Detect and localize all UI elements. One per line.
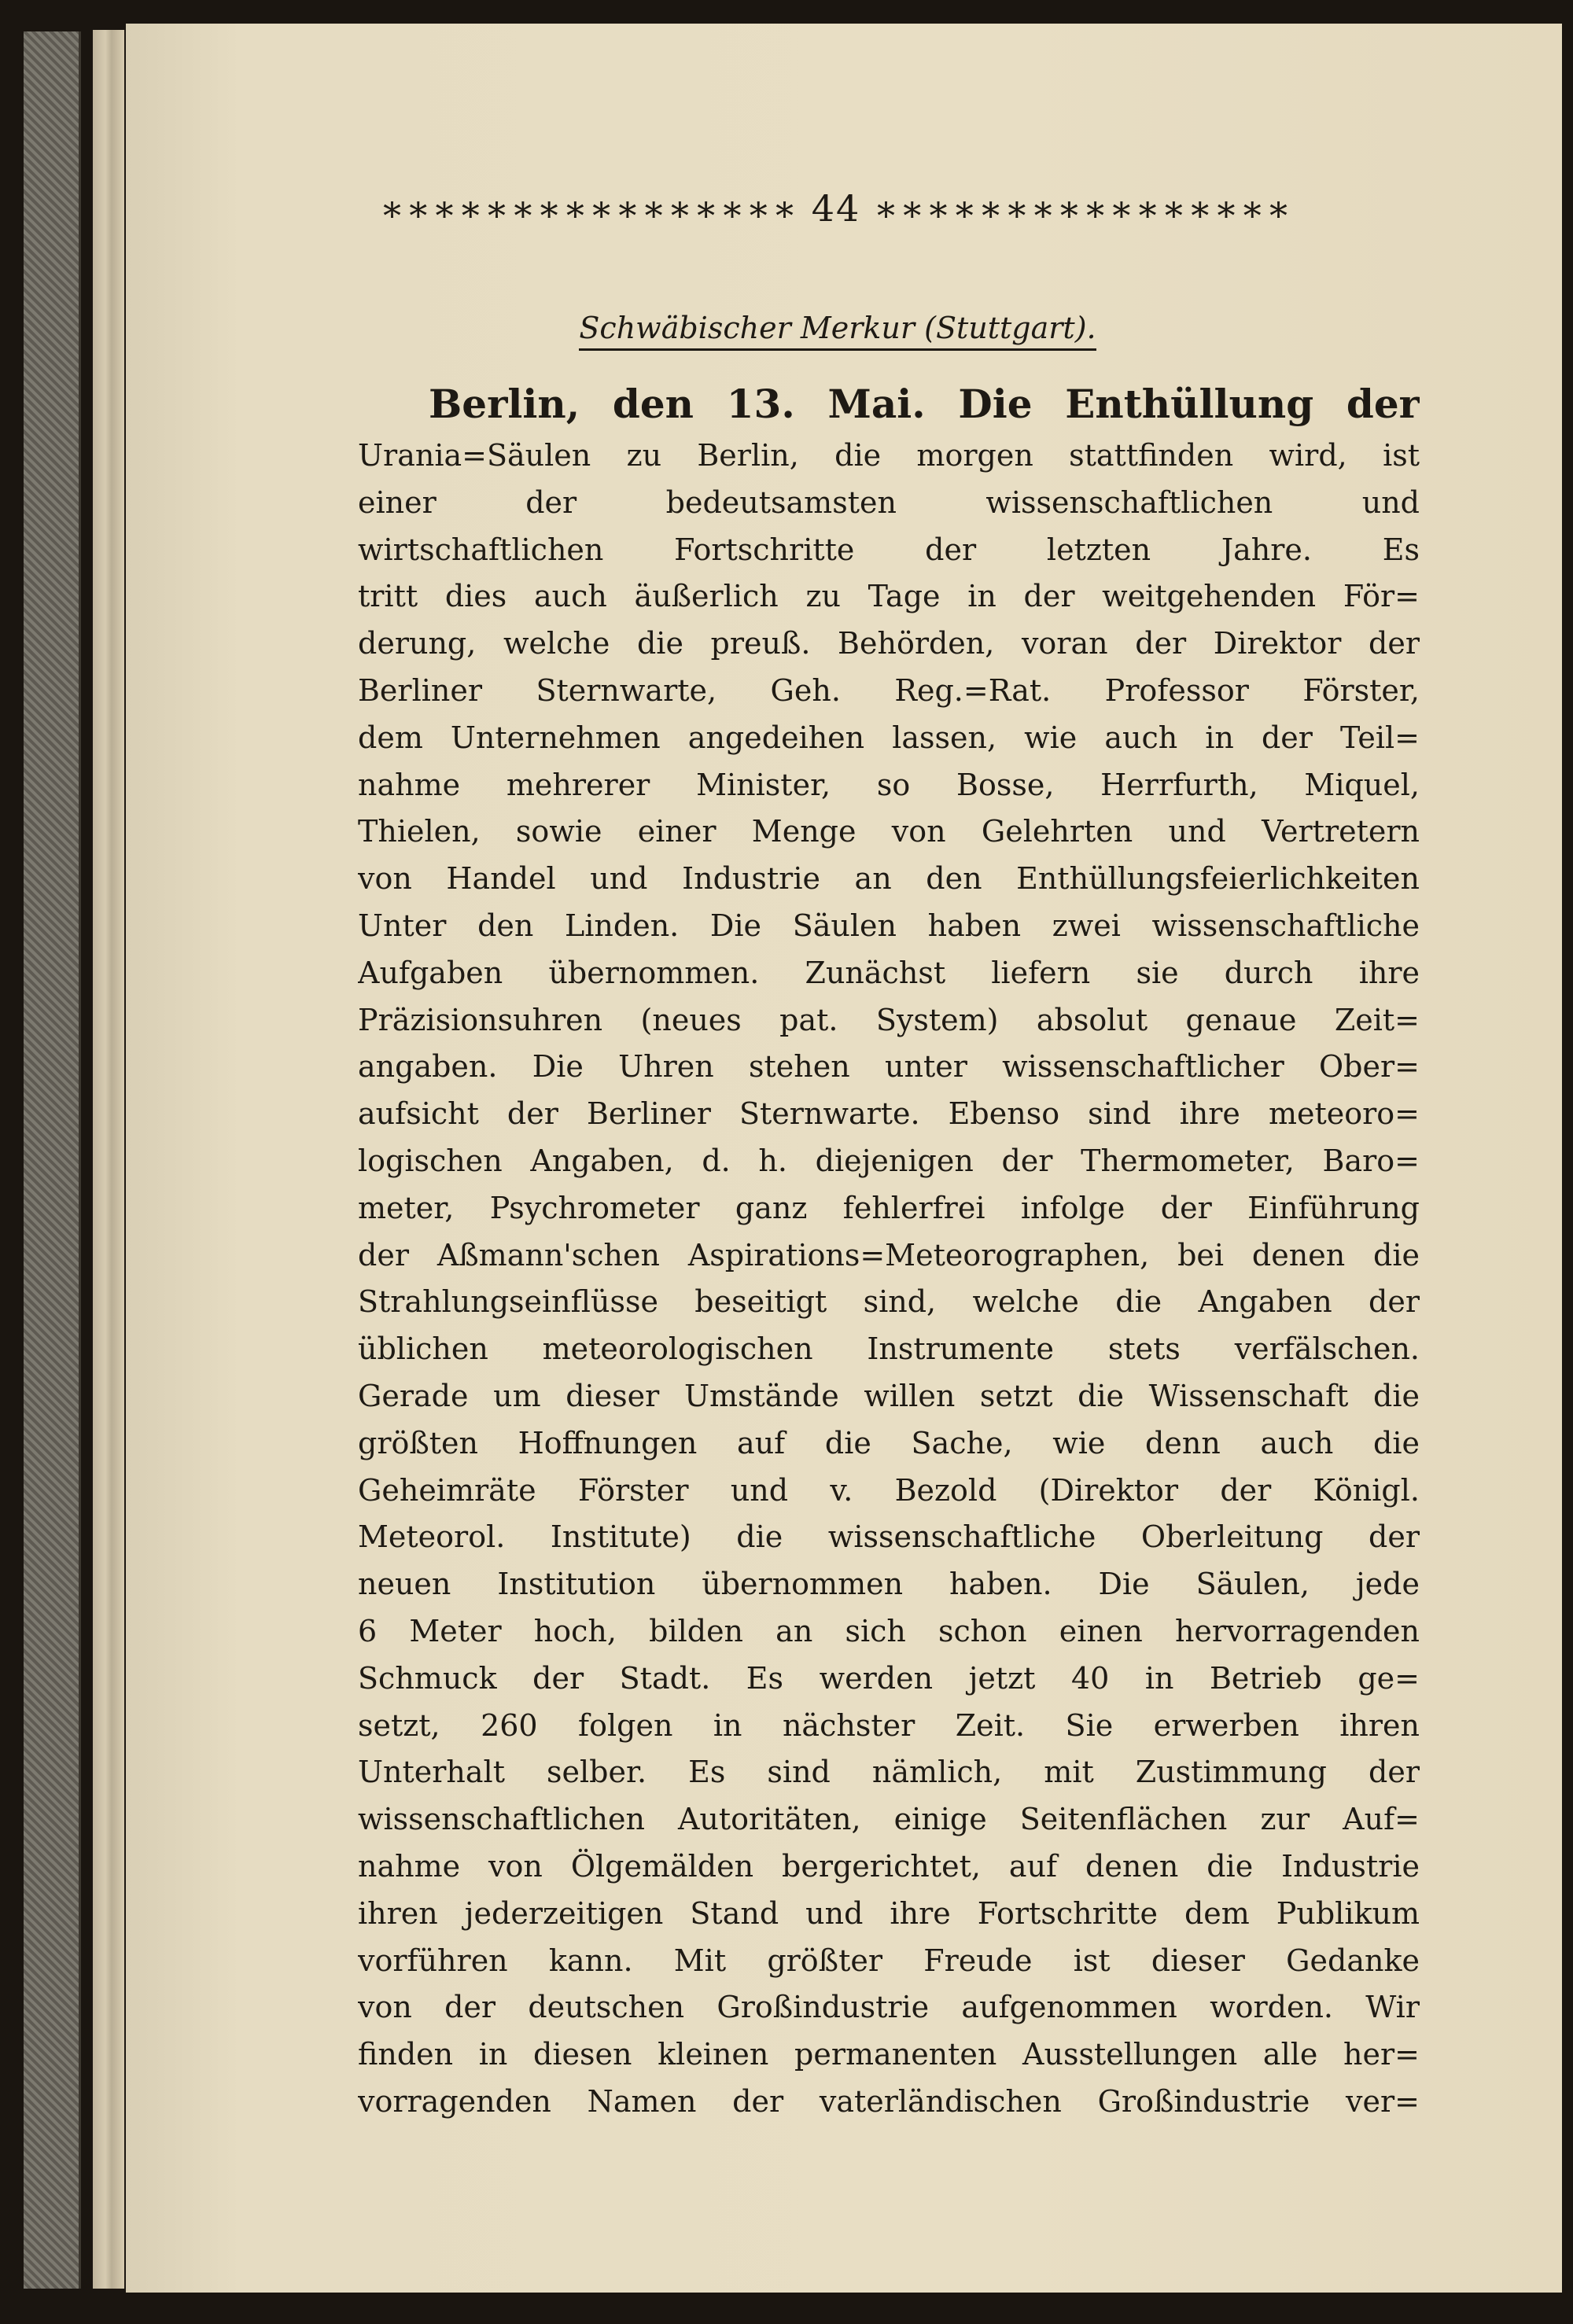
text-line: ihren jederzeitigen Stand und ihre Fortschritte dem Publikum (358, 1895, 1420, 1931)
text-line: von der deutschen Großindustrie aufgenommen worden. Wir (358, 1990, 1420, 2025)
text-line: Geheimräte Förster und v. Bezold (Direktor der Königl. (358, 1472, 1420, 1508)
text-line: meter, Psychrometer ganz fehlerfrei infolge der Einführung (358, 1190, 1420, 1225)
text-line: logischen Angaben, d. h. diejenigen der Thermometer, Baro= (358, 1143, 1420, 1178)
text-line: Strahlungseinflüsse beseitigt sind, welche die Angaben der (358, 1284, 1420, 1320)
text-line: derung, welche die preuß. Behörden, voran der Direktor der (358, 626, 1420, 661)
text-line: Unterhalt selber. Es sind nämlich, mit Zustimmung der (358, 1755, 1420, 1790)
text-line: Präzisionsuhren (neues pat. System) absolut genaue Zeit= (358, 1002, 1420, 1037)
article-lines (358, 433, 1420, 2126)
text-line: größten Hoffnungen auf die Sache, wie denn auch die (358, 1425, 1420, 1460)
article-body (358, 376, 1420, 2185)
text-line: wissenschaftlichen Autoritäten, einige Seitenflächen zur Auf= (358, 1802, 1420, 1837)
text-line: vorragenden Namen der vaterländischen Großindustrie ver= (358, 2083, 1420, 2119)
text-line: tritt dies auch äußerlich zu Tage in der weitgehenden För= (358, 579, 1420, 614)
page-header: ∗∗∗∗∗∗∗∗∗∗∗∗∗∗∗∗ 44 ∗∗∗∗∗∗∗∗∗∗∗∗∗∗∗∗ (379, 187, 1293, 230)
text-line: finden in diesen kleinen permanenten Ausstellungen alle her= (358, 2037, 1420, 2072)
text-line: setzt, 260 folgen in nächster Zeit. Sie erwerben ihren (358, 1707, 1420, 1743)
text-line: Urania=Säulen zu Berlin, die morgen stattfinden wird, ist (358, 438, 1420, 473)
book-spine (24, 31, 81, 2289)
text-line: wirtschaftlichen Fortschritte der letzten Jahre. Es (358, 532, 1420, 567)
text-line: vorführen kann. Mit größter Freude ist dieser Gedanke (358, 1943, 1420, 1978)
source-title (260, 311, 1416, 366)
text-line: Gerade um dieser Umstände willen setzt die Wissenschaft die (358, 1378, 1420, 1413)
text-line: nahme mehrerer Minister, so Bosse, Herrfurth, Miquel, (358, 767, 1420, 802)
text-line: Thielen, sowie einer Menge von Gelehrten und Vertretern (358, 814, 1420, 849)
text-line: von Handel und Industrie an den Enthüllungsfeierlichkeiten (358, 861, 1420, 897)
text-line: Aufgaben übernommen. Zunächst liefern sie durch ihre (358, 955, 1420, 990)
text-line: Unter den Linden. Die Säulen haben zwei wissenschaftliche (358, 908, 1420, 943)
page-edges (93, 30, 124, 2289)
text-line: Schmuck der Stadt. Es werden jetzt 40 in Betrieb ge= (358, 1660, 1420, 1696)
text-line: einer der bedeutsamsten wissenschaftlichen und (358, 484, 1420, 520)
source-title-text: Schwäbischer Merkur (Stuttgart). (579, 311, 1096, 351)
text-line: aufsicht der Berliner Sternwarte. Ebenso sind ihre meteoro= (358, 1096, 1420, 1132)
text-line: neuen Institution übernommen haben. Die Säulen, jede (358, 1567, 1420, 1602)
text-line: üblichen meteorologischen Instrumente stets verfälschen. (358, 1331, 1420, 1367)
text-line: der Aßmann'schen Aspirations=Meteorographen, bei denen die (358, 1237, 1420, 1272)
text-line: 6 Meter hoch, bilden an sich schon einen hervorragenden (358, 1613, 1420, 1648)
text-line: nahme von Ölgemälden bergerichtet, auf denen die Industrie (358, 1848, 1420, 1884)
text-line: dem Unternehmen angedeihen lassen, wie auch in der Teil= (358, 720, 1420, 755)
text-line: Meteorol. Institute) die wissenschaftliche Oberleitung der (358, 1519, 1420, 1555)
text-line: angaben. Die Uhren stehen unter wissenschaftlicher Ober= (358, 1049, 1420, 1085)
article-headline: Berlin, den 13. Mai. Die Enthüllung der (429, 381, 1420, 427)
text-line: Berliner Sternwarte, Geh. Reg.=Rat. Professor Förster, (358, 672, 1420, 708)
